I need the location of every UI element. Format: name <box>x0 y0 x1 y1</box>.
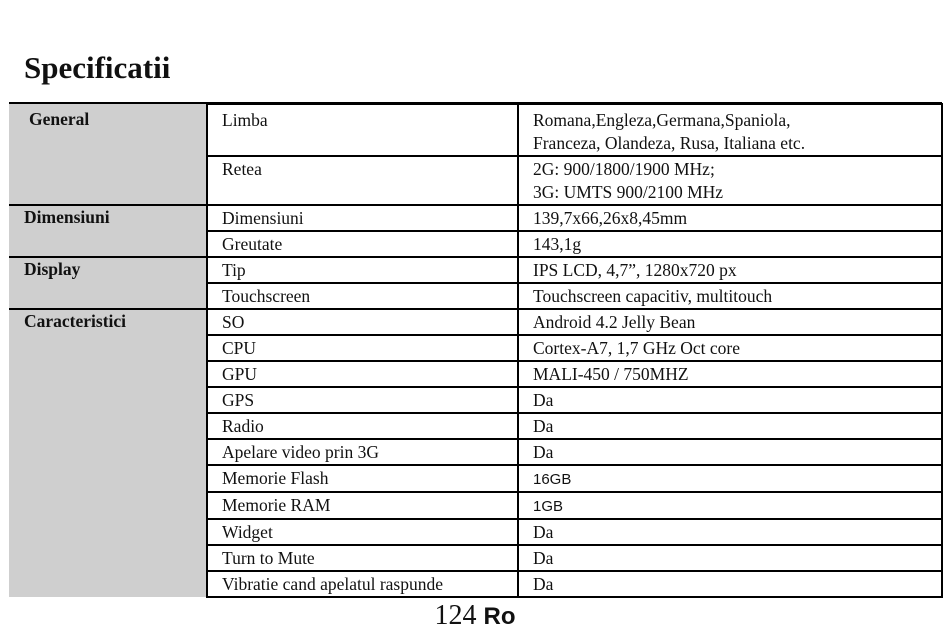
param-cell: CPU <box>207 335 518 361</box>
param-cell: Tip <box>207 257 518 283</box>
param-cell: Limba <box>207 104 518 156</box>
value-cell: Da <box>518 519 942 545</box>
category-cell <box>9 439 207 465</box>
value-cell: Touchscreen capacitiv, multitouch <box>518 283 942 309</box>
table-row <box>9 545 942 571</box>
value-cell: IPS LCD, 4,7”, 1280x720 px <box>518 257 942 283</box>
table-row <box>9 283 942 309</box>
category-cell <box>9 465 207 492</box>
category-cell <box>9 335 207 361</box>
category-cell <box>9 156 207 205</box>
page-number: 124 <box>434 600 477 631</box>
value-cell <box>518 492 942 519</box>
param-cell: Touchscreen <box>207 283 518 309</box>
param-cell: Memorie RAM <box>207 492 518 519</box>
table-row <box>9 231 942 257</box>
table-row <box>9 439 942 465</box>
category-cell: Display <box>9 257 207 283</box>
param-cell: Memorie Flash <box>207 465 518 492</box>
value-cell: Cortex-A7, 1,7 GHz Oct core <box>518 335 942 361</box>
category-cell <box>9 283 207 309</box>
param-cell: Turn to Mute <box>207 545 518 571</box>
param-cell: Retea <box>207 156 518 205</box>
value-text: 1GB <box>533 498 564 515</box>
table-row <box>9 492 942 519</box>
param-cell: SO <box>207 309 518 335</box>
value-cell: 143,1g <box>518 231 942 257</box>
table-row <box>9 257 942 283</box>
param-cell: Vibratie cand apelatul raspunde <box>207 571 518 597</box>
value-cell: Da <box>518 413 942 439</box>
value-line: Romana,Engleza,Germana,Spaniola, <box>533 110 791 130</box>
table-row <box>9 361 942 387</box>
param-cell: Greutate <box>207 231 518 257</box>
value-cell: Da <box>518 545 942 571</box>
category-cell <box>9 361 207 387</box>
category-cell: General <box>9 104 207 156</box>
category-cell <box>9 492 207 519</box>
table-row <box>9 571 942 597</box>
specifications-table <box>9 103 943 598</box>
table-row <box>9 104 942 156</box>
value-cell: MALI-450 / 750MHZ <box>518 361 942 387</box>
page-footer <box>0 600 950 632</box>
language-code: Ro <box>483 603 516 630</box>
table-row <box>9 519 942 545</box>
table-row <box>9 309 942 335</box>
value-cell: 139,7x66,26x8,45mm <box>518 205 942 231</box>
category-cell <box>9 571 207 597</box>
category-cell: Caracteristici <box>9 309 207 335</box>
value-cell <box>518 104 942 156</box>
param-cell: GPS <box>207 387 518 413</box>
param-cell: Radio <box>207 413 518 439</box>
param-cell: Apelare video prin 3G <box>207 439 518 465</box>
value-cell <box>518 465 942 492</box>
value-cell: Da <box>518 439 942 465</box>
table-row <box>9 413 942 439</box>
value-line: Franceza, Olandeza, Rusa, Italiana etc. <box>533 133 806 153</box>
category-cell <box>9 387 207 413</box>
param-cell: Widget <box>207 519 518 545</box>
category-cell <box>9 519 207 545</box>
value-cell: Da <box>518 571 942 597</box>
value-line: 2G: 900/1800/1900 MHz; <box>533 159 715 179</box>
param-cell: Dimensiuni <box>207 205 518 231</box>
table-row <box>9 465 942 492</box>
page-title: Specificatii <box>24 50 171 85</box>
value-cell: Android 4.2 Jelly Bean <box>518 309 942 335</box>
category-cell <box>9 231 207 257</box>
param-cell: GPU <box>207 361 518 387</box>
table-row <box>9 205 942 231</box>
value-cell: Da <box>518 387 942 413</box>
category-cell <box>9 413 207 439</box>
value-cell <box>518 156 942 205</box>
value-text: 16GB <box>533 471 572 488</box>
table-row <box>9 335 942 361</box>
table-row <box>9 156 942 205</box>
value-line: 3G: UMTS 900/2100 MHz <box>533 182 724 202</box>
table-row <box>9 387 942 413</box>
category-cell <box>9 545 207 571</box>
category-cell: Dimensiuni <box>9 205 207 231</box>
